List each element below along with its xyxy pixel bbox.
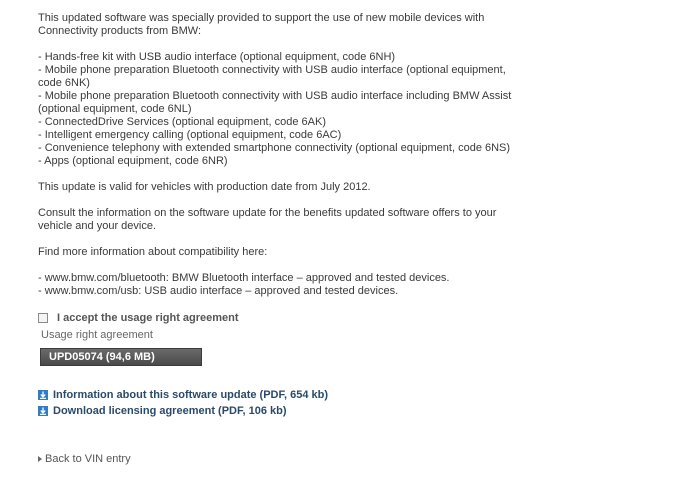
list-item: - www.bmw.com/bluetooth: BMW Bluetooth interface – approved and tested devices. bbox=[38, 272, 450, 284]
back-to-vin-link[interactable] bbox=[38, 453, 131, 465]
licensing-pdf-link[interactable] bbox=[38, 404, 287, 417]
accept-agreement-checkbox[interactable] bbox=[38, 313, 48, 323]
list-item: - Mobile phone preparation Bluetooth connectivity with USB audio interface including BMW Assist (optional equipment, code 6NL) bbox=[38, 90, 512, 115]
intro-text: This updated software was specially provided to support the use of new mobile devices with Connectivity products from BMW: bbox=[38, 12, 485, 37]
arrow-right-icon bbox=[38, 456, 42, 462]
list-item: - ConnectedDrive Services (optional equipment, code 6AK) bbox=[38, 116, 326, 128]
list-item: - Intelligent emergency calling (optional equipment, code 6AC) bbox=[38, 129, 342, 141]
list-item: - www.bmw.com/usb: USB audio interface – approved and tested devices. bbox=[38, 285, 399, 297]
consult-text: Consult the information on the software update for the benefits updated software offers to your vehicle and your device. bbox=[38, 207, 497, 232]
licensing-pdf-link-label[interactable]: Download licensing agreement (PDF, 106 kb) bbox=[53, 404, 287, 417]
compatibility-list bbox=[38, 272, 528, 298]
equipment-list bbox=[38, 51, 528, 168]
validity-text: This update is valid for vehicles with production date from July 2012. bbox=[38, 181, 371, 193]
list-item: - Apps (optional equipment, code 6NR) bbox=[38, 155, 228, 167]
list-item: - Hands-free kit with USB audio interface (optional equipment, code 6NH) bbox=[38, 51, 396, 63]
accept-agreement-label[interactable]: I accept the usage right agreement bbox=[57, 312, 239, 324]
accept-agreement-row[interactable] bbox=[38, 311, 239, 325]
info-pdf-link[interactable] bbox=[38, 388, 328, 401]
info-pdf-link-label[interactable]: Information about this software update (PDF, 654 kb) bbox=[53, 388, 329, 401]
download-icon bbox=[38, 390, 48, 400]
usage-right-agreement-label: Usage right agreement bbox=[41, 329, 153, 341]
software-update-description bbox=[38, 12, 528, 298]
list-item: - Convenience telephony with extended smartphone connectivity (optional equipment, code 6NS) bbox=[38, 142, 511, 154]
back-to-vin-label[interactable]: Back to VIN entry bbox=[45, 453, 131, 465]
download-update-button[interactable]: UPD05074 (94,6 MB) bbox=[40, 348, 202, 366]
compatibility-intro: Find more information about compatibility here: bbox=[38, 246, 268, 258]
download-icon bbox=[38, 406, 48, 416]
list-item: - Mobile phone preparation Bluetooth connectivity with USB audio interface (optional equipment, code 6NK) bbox=[38, 64, 506, 89]
